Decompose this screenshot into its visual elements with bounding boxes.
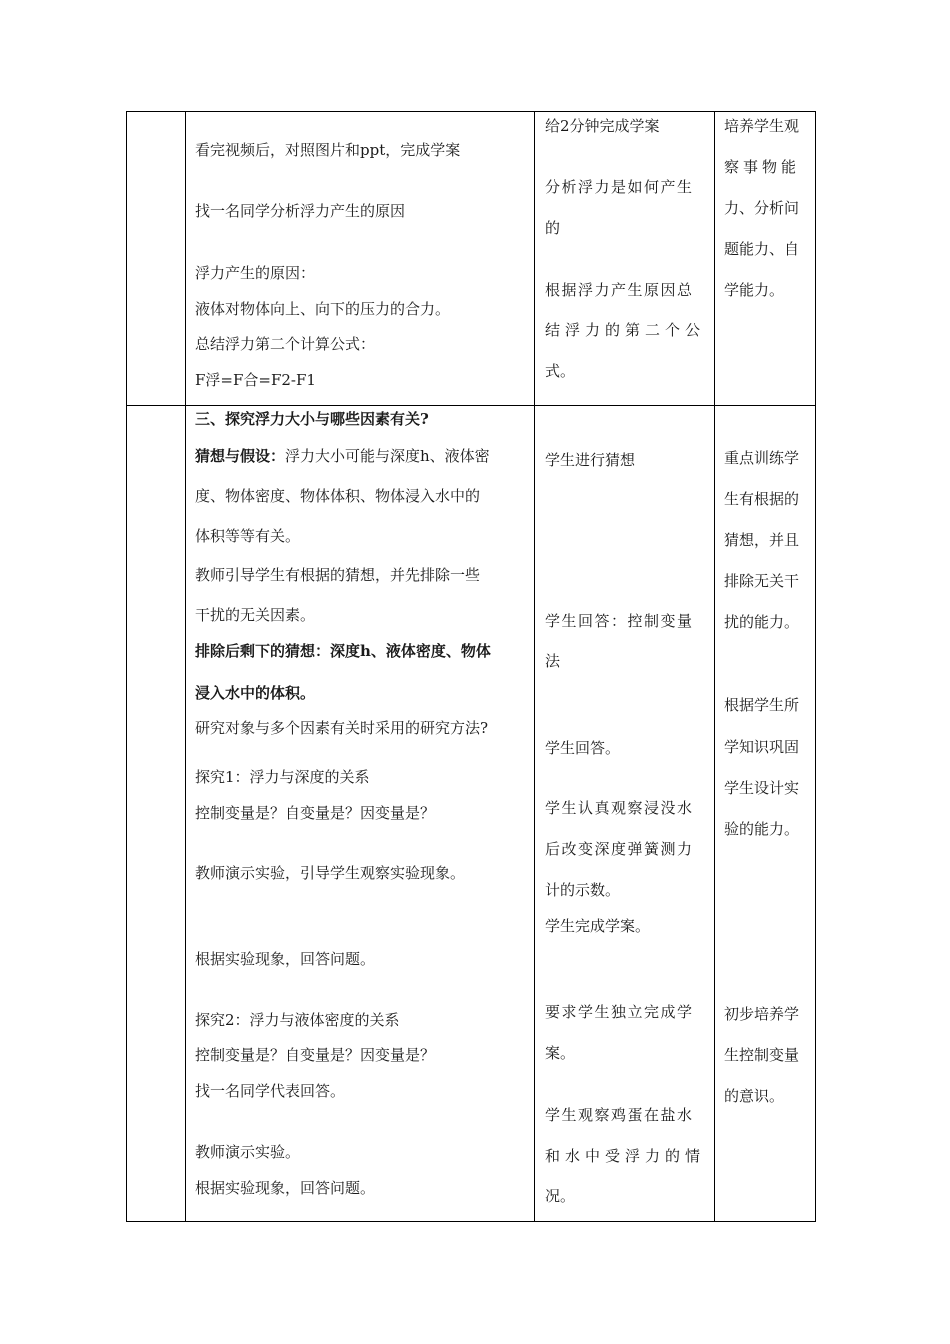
row1-content-line: 总结浮力第二个计算公式： <box>195 335 376 353</box>
section-heading: 三、探究浮力大小与哪些因素有关? <box>195 410 429 428</box>
row2-content-line: 控制变量是？自变量是？因变量是？ <box>195 1046 436 1064</box>
row2-student-line: 学生认真观察浸没水 <box>545 799 694 817</box>
row2-purpose-line: 根据学生所 <box>724 696 800 714</box>
row2-purpose-line: 初步培养学 <box>724 1005 800 1023</box>
row2-purpose-line: 重点训练学 <box>724 449 800 467</box>
row2-content-line: 根据实验现象，回答问题。 <box>195 950 376 968</box>
row2-content-line: 度、物体密度、物体体积、物体浸入水中的 <box>195 487 481 505</box>
row2-student-line: 法 <box>545 652 561 670</box>
row1-student-line: 的 <box>545 219 561 237</box>
row2-purpose-line: 猜想，并且 <box>724 531 800 549</box>
row2-purpose-line: 学知识巩固 <box>724 738 800 756</box>
row2-purpose-line: 的意识。 <box>724 1087 785 1105</box>
row1-content-line: 看完视频后，对照图片和ppt，完成学案 <box>195 141 461 159</box>
row1-student-line: 式。 <box>545 362 576 380</box>
row2-student-line: 案。 <box>545 1044 576 1062</box>
row2-content-line: 教师演示实验，引导学生观察实验现象。 <box>195 864 466 882</box>
row1-purpose-line: 力、分析问 <box>724 199 800 217</box>
row1-purpose-line: 培养学生观 <box>724 117 800 135</box>
column-divider <box>714 112 715 1221</box>
row2-purpose-line: 生控制变量 <box>724 1046 800 1064</box>
row2-content-line: 干扰的无关因素。 <box>195 606 316 624</box>
column-divider <box>185 112 186 1221</box>
row1-purpose-line: 察事物能 <box>724 158 801 176</box>
guess-label: 猜想与假设： <box>195 447 286 465</box>
row1-student-line: 分析浮力是如何产生 <box>545 178 694 196</box>
row1-content-line: 液体对物体向上、向下的压力的合力。 <box>195 300 451 318</box>
row1-purpose-line: 题能力、自 <box>724 240 800 258</box>
row2-student-line: 要求学生独立完成学 <box>545 1003 694 1021</box>
row1-student-line: 结浮力的第二个公 <box>545 321 706 339</box>
row2-student-line: 后改变深度弹簧测力 <box>545 840 694 858</box>
remaining-guess-line: 排除后剩下的猜想：深度h、液体密度、物体 <box>195 642 491 660</box>
row2-student-line: 学生回答：控制变量 <box>545 612 694 630</box>
row2-student-line: 计的示数。 <box>545 881 621 899</box>
row1-student-line: 根据浮力产生原因总 <box>545 281 694 299</box>
guess-line <box>195 446 490 466</box>
row2-student-line: 况。 <box>545 1187 576 1205</box>
row2-student-line: 学生回答。 <box>545 739 621 757</box>
remaining-guess-line: 浸入水中的体积。 <box>195 684 316 702</box>
row1-content-line: 找一名同学分析浮力产生的原因 <box>195 202 406 220</box>
row2-purpose-line: 验的能力。 <box>724 820 800 838</box>
row1-student-line: 给2分钟完成学案 <box>545 117 660 135</box>
guess-text: 浮力大小可能与深度h、液体密 <box>285 447 490 465</box>
row2-purpose-line: 扰的能力。 <box>724 613 800 631</box>
row2-purpose-line: 排除无关干 <box>724 572 800 590</box>
row-divider <box>127 405 815 406</box>
row2-content-line: 教师引导学生有根据的猜想，并先排除一些 <box>195 566 481 584</box>
row2-content-line: 探究2：浮力与液体密度的关系 <box>195 1011 400 1029</box>
row2-student-line: 学生观察鸡蛋在盐水 <box>545 1106 694 1124</box>
row2-purpose-line: 生有根据的 <box>724 490 800 508</box>
row2-content-line: 研究对象与多个因素有关时采用的研究方法? <box>195 719 489 737</box>
row2-content-line: 探究1：浮力与深度的关系 <box>195 768 370 786</box>
row2-content-line: 找一名同学代表回答。 <box>195 1082 346 1100</box>
row2-purpose-line: 学生设计实 <box>724 779 800 797</box>
row2-content-line: 控制变量是？自变量是？因变量是？ <box>195 804 436 822</box>
row2-student-line: 和水中受浮力的情 <box>545 1147 706 1165</box>
row1-content-line: 浮力产生的原因： <box>195 264 316 282</box>
row2-content-line: 教师演示实验。 <box>195 1143 301 1161</box>
column-divider <box>534 112 535 1221</box>
row2-student-line: 学生进行猜想 <box>545 451 636 469</box>
row2-content-line: 根据实验现象，回答问题。 <box>195 1179 376 1197</box>
row2-student-line: 学生完成学案。 <box>545 917 651 935</box>
row2-content-line: 体积等等有关。 <box>195 527 301 545</box>
row1-formula: F浮=F合=F2-F1 <box>195 371 316 389</box>
row1-purpose-line: 学能力。 <box>724 281 785 299</box>
